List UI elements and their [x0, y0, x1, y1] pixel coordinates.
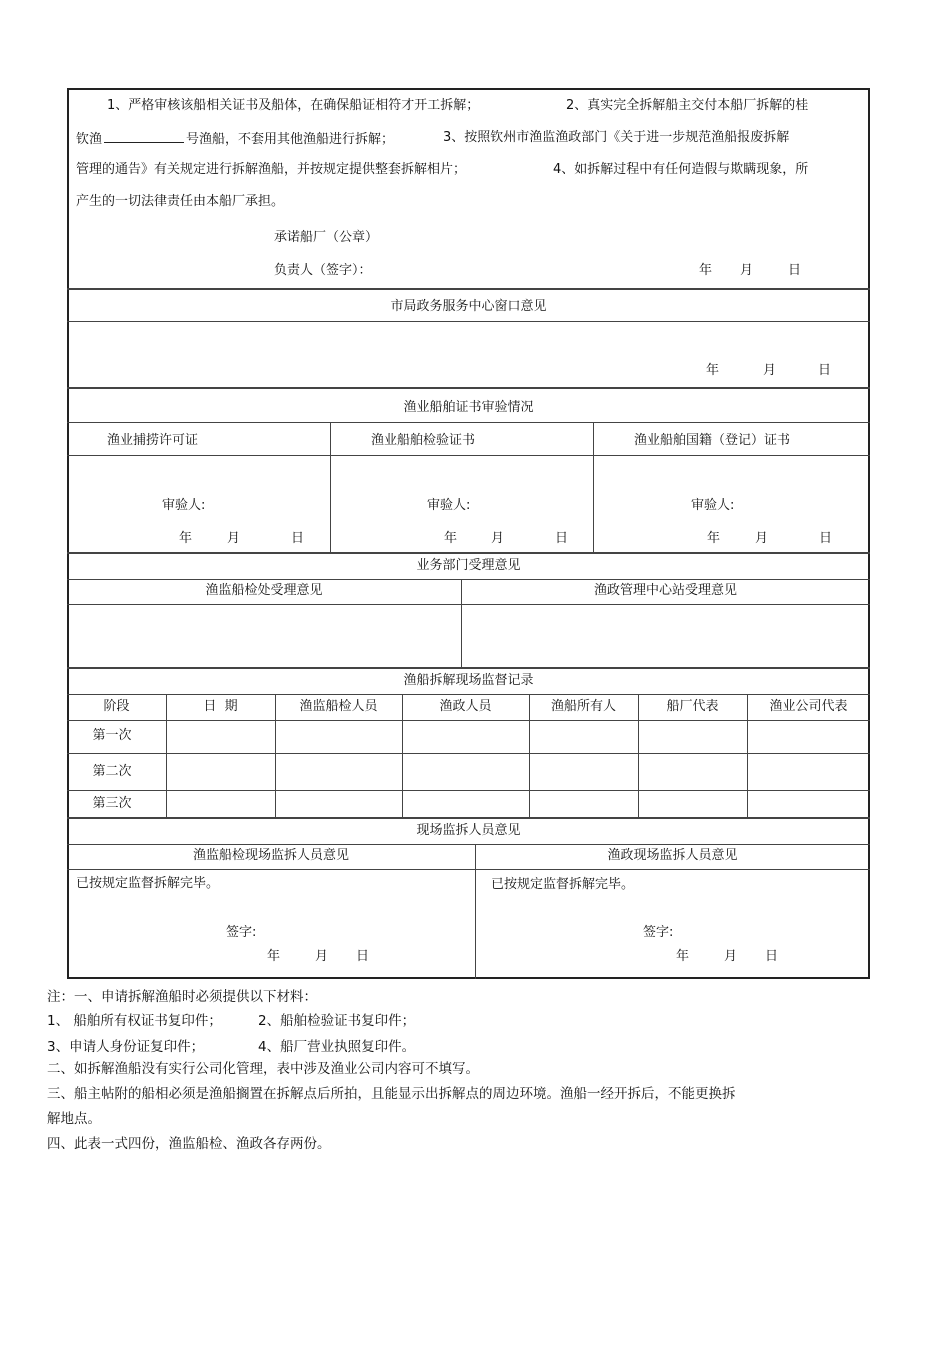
divider — [475, 844, 476, 979]
note-3a: 3、申请人身份证复印件； — [47, 1039, 205, 1055]
date-day: 日 — [788, 263, 802, 278]
date-month: 月 — [740, 263, 754, 278]
divider — [67, 720, 870, 721]
col-header-date: 日 期 — [203, 699, 238, 714]
dept-opinion-right: 渔政管理中心站受理意见 — [593, 583, 737, 598]
date-day: 日 — [765, 949, 779, 964]
divider — [67, 667, 870, 669]
date-month: 月 — [491, 531, 505, 546]
date-month: 月 — [227, 531, 241, 546]
date-day: 日 — [819, 531, 833, 546]
commitment-line2b: 号渔船，不套用其他渔船进行拆解； — [186, 132, 395, 147]
divider — [67, 321, 870, 322]
date-day: 日 — [356, 949, 370, 964]
divider — [67, 455, 870, 456]
right-sign-label: 签字: — [643, 925, 674, 940]
dept-opinion-title: 业务部门受理意见 — [416, 558, 521, 573]
note-1: 注：一、申请拆解渔船时必须提供以下材料： — [47, 989, 317, 1005]
divider — [67, 869, 870, 870]
date-month: 月 — [724, 949, 738, 964]
date-year: 年 — [706, 363, 720, 378]
cert-col-2: 渔业船舶检验证书 — [371, 433, 476, 448]
note-7: 四、此表一式四份，渔监船检、渔政各存两份。 — [47, 1136, 331, 1152]
divider — [67, 753, 870, 754]
divider — [67, 552, 870, 554]
date-month: 月 — [755, 531, 769, 546]
site-opinion-title: 现场监拆人员意见 — [416, 823, 521, 838]
date-month: 月 — [315, 949, 329, 964]
reviewer-label: 审验人: — [162, 498, 206, 513]
reviewer-label: 审验人: — [691, 498, 735, 513]
stamp-label: 承诺船厂（公章） — [274, 230, 379, 245]
divider — [67, 579, 870, 580]
col-header-company-rep: 渔业公司代表 — [769, 699, 848, 714]
note-5: 三、船主帖附的船相必须是渔船搁置在拆解点后所拍，且能显示出拆解点的周边环境。渔船一经开拆后，不能更换拆 — [47, 1086, 736, 1102]
cert-col-1: 渔业捕捞许可证 — [107, 433, 199, 448]
divider — [67, 422, 870, 423]
date-day: 日 — [291, 531, 305, 546]
note-2a: 1、 船舶所有权证书复印件； — [47, 1013, 222, 1029]
commitment-line2a: 钦渔 — [76, 132, 103, 147]
date-year: 年 — [267, 949, 281, 964]
date-day: 日 — [818, 363, 832, 378]
divider — [330, 422, 331, 552]
col-header-fishery-officer: 渔政人员 — [439, 699, 492, 714]
cert-review-title: 渔业船舶证书审验情况 — [403, 400, 534, 415]
note-3b: 4、船厂营业执照复印件。 — [258, 1039, 416, 1055]
note-4: 二、如拆解渔船没有实行公司化管理，表中涉及渔业公司内容可不填写。 — [47, 1061, 479, 1077]
date-year: 年 — [179, 531, 193, 546]
cert-col-3: 渔业船舶国籍（登记）证书 — [634, 433, 791, 448]
divider — [67, 387, 870, 389]
col-header-shipyard-rep: 船厂代表 — [666, 699, 719, 714]
date-year: 年 — [444, 531, 458, 546]
commitment-line3b: 4、如拆解过程中有任何造假与欺瞒现象，所 — [553, 162, 809, 177]
col-header-owner: 渔船所有人 — [550, 699, 616, 714]
commitment-line4: 产生的一切法律责任由本船厂承担。 — [76, 194, 285, 209]
commitment-line3a: 管理的通告》有关规定进行拆解渔船，并按规定提供整套拆解相片； — [76, 162, 467, 177]
commitment-line2c: 3、按照钦州市渔监渔政部门《关于进一步规范渔船报废拆解 — [443, 130, 790, 145]
divider — [67, 844, 870, 845]
site-opinion-right-title: 渔政现场监拆人员意见 — [607, 848, 738, 863]
divider — [67, 604, 870, 605]
divider — [67, 790, 870, 791]
left-done-text: 已按规定监督拆解完毕。 — [76, 876, 220, 891]
divider — [67, 288, 870, 290]
date-year: 年 — [707, 531, 721, 546]
date-year: 年 — [676, 949, 690, 964]
divider — [593, 422, 594, 552]
divider — [67, 817, 870, 819]
divider — [67, 694, 870, 695]
supervision-title: 渔船拆解现场监督记录 — [403, 673, 534, 688]
row-label-2: 第二次 — [92, 764, 132, 779]
row-label-3: 第三次 — [92, 796, 132, 811]
dept-opinion-left: 渔监船检处受理意见 — [205, 583, 323, 598]
window-opinion-title: 市局政务服务中心窗口意见 — [390, 299, 547, 314]
date-month: 月 — [763, 363, 777, 378]
right-done-text: 已按规定监督拆解完毕。 — [491, 877, 635, 892]
row-label-1: 第一次 — [92, 728, 132, 743]
site-opinion-left-title: 渔监船检现场监拆人员意见 — [192, 848, 349, 863]
date-day: 日 — [555, 531, 569, 546]
boat-number-blank[interactable] — [104, 130, 184, 143]
commitment-line2 — [76, 130, 394, 148]
date-year: 年 — [699, 263, 713, 278]
note-2b: 2、船舶检验证书复印件； — [258, 1013, 416, 1029]
signer-label: 负责人（签字）： — [274, 263, 372, 278]
commitment-line1a: 1、严格审核该船相关证书及船体，在确保船证相符才开工拆解； — [107, 98, 480, 113]
col-header-stage: 阶段 — [103, 699, 130, 714]
left-sign-label: 签字: — [226, 925, 257, 940]
note-6: 解地点。 — [47, 1111, 101, 1127]
reviewer-label: 审验人: — [427, 498, 471, 513]
col-header-inspector: 渔监船检人员 — [299, 699, 378, 714]
commitment-line1b: 2、真实完全拆解船主交付本船厂拆解的桂 — [566, 98, 809, 113]
